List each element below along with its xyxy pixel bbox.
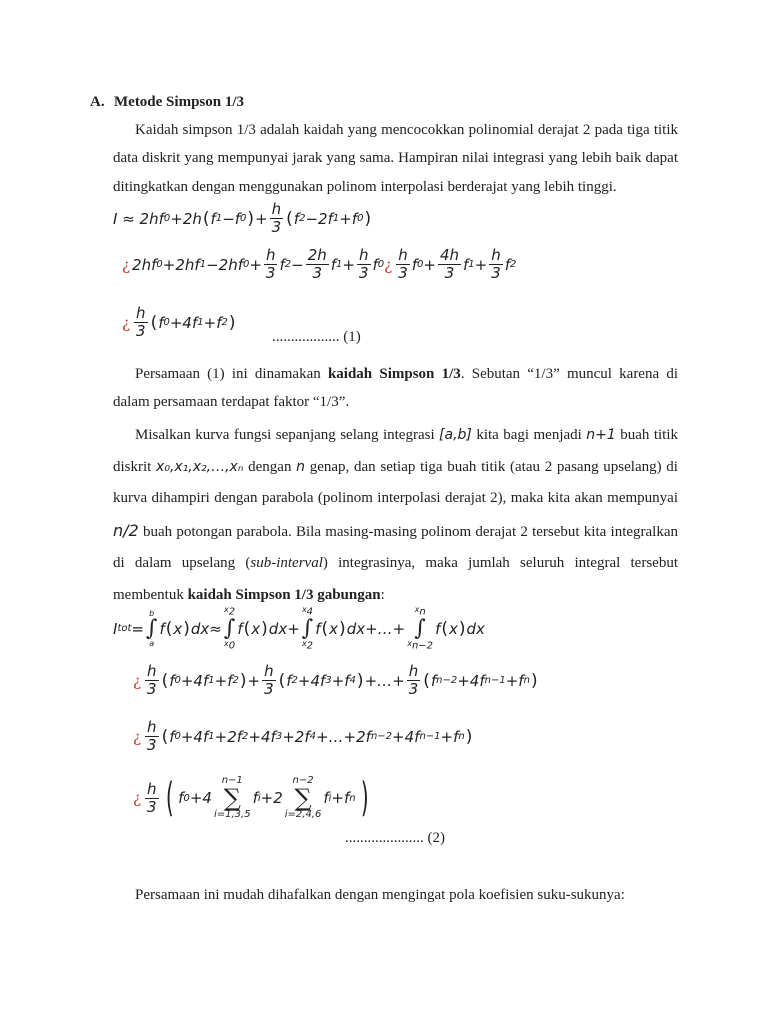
n-plus-1: n+1 [586,427,616,443]
para3-text-e: genap, dan setiap tiga buah titik (atau 2 pasang upselang) di kurva dihampiri dengan parabola (polinom interpolasi derajat 2), maka kita akan mempunyai [113,458,678,506]
intro-paragraph: Kaidah simpson 1/3 adalah kaidah yang mencocokkan polinomial derajat 2 pada tiga titik data diskrit yang mempunyai jarak yang sama. Hampiran nilai integrasi yang lebih baik dapat ditingkatkan dengan menggunakan polinom interpolasi berderajat yang lebih tinggi. [113,122,678,195]
para3-text-b: kita bagi menjadi [471,427,587,443]
closing-paragraph: Persamaan ini mudah dihafalkan dengan mengingat pola koefisien suku-sukunya: [135,887,625,903]
composite-rule-term: kaidah Simpson 1/3 gabungan [187,586,381,603]
section-heading [90,94,244,111]
equation-1-label [272,329,361,346]
para3-text-d: dengan [243,458,297,475]
equation-line-3: ¿ $\frac{h}{3}$ ( f 0 +4f 1 +f 2 ) [122,304,236,340]
section-title: Metode Simpson 1/3 [114,94,245,110]
para3-text-g: ) integrasinya, maka jumlah seluruh integral tersebut membentuk [113,555,678,603]
interval-ab: [a,b] [439,427,472,443]
equation-1-number: (1) [343,329,361,345]
sub-interval-term: sub-interval [250,555,323,571]
n-var: n [296,458,306,475]
para2-text-c: . Sebutan “1/3” muncul karena di dalam persamaan terdapat faktor “1/3”. [113,366,679,411]
equation-composite-1: ¿ $\frac{h}{3}$ ( f 0 +4f 1 +f 2 ) + $\frac{h}{3}$ ( f 2 +4f 3 +f 4 ) +…+ $\frac{h}{3}$ ( f n−2 +4f n−1 +f n ) [133,662,538,698]
paragraph-simpson-definition [113,360,678,417]
para3-text-a: Misalkan kurva fungsi sepanjang selang integrasi [135,427,440,443]
para2-bold-term: kaidah Simpson 1/3 [327,366,461,382]
equation-1-dots: .................. [272,329,340,345]
equation-line-2: ¿ 2 h f 0 +2 h f 1 −2 h f 0 + $\frac{h}{3}$ f 2 − $\frac{2h}{3}$ f 1 + $\frac{h}{3}$ f 0 ¿ $\frac{h}{3}$ f 0 + $\frac{4h}{3}$ f 1 + $\frac{h}{3}$ f 2 [122,246,517,282]
equation-composite-sum: ¿ $\frac{h}{3}$ ( f 0 +4 n−1 ∑ i=1,3,5 f i +2 n−2 ∑ i=2,4,6 f i +f n ) [133,775,369,821]
para3-text-c: buah titik diskrit [113,427,678,475]
equation-2-label [345,830,445,847]
equation-2-number: (2) [427,830,445,846]
para2-text-a: Persamaan (1) ini dinamakan [135,366,328,382]
n-over-2: n/2 [113,520,139,540]
para3-text-h: : [380,586,385,603]
para3-text-f: buah potongan parabola. Bila masing-masing polinom derajat 2 tersebut kita integralkan di dalam upselang ( [113,523,678,571]
equation-composite-2: ¿ $\frac{h}{3}$ ( f 0 +4f 1 +2f 2 +4f 3 +2f 4 +…+2f n−2 +4f n−1 +f n ) [133,718,473,754]
equation-line-1: I ≈ 2 h f 0 +2 h ( f 1 −f 0 ) + $\frac{h}{3}$ ( f 2 −2f 1 +f 0 ) [113,200,372,236]
equation-itot: I tot = b ∫ a f ( x ) dx≈ $x_2$ ∫ $x_0$ f ( x ) dx+ $x_4$ ∫ $x_2$ f ( x ) dx+…+ $x_n$ ∫ $x_{n-2}$ f ( x ) dx [113,605,485,652]
equation-2-dots: ..................... [345,830,424,846]
points-x: x₀,x₁,x₂,…,xₙ [156,458,244,475]
section-number: A. [90,94,105,110]
paragraph-composite-rule [113,420,678,611]
